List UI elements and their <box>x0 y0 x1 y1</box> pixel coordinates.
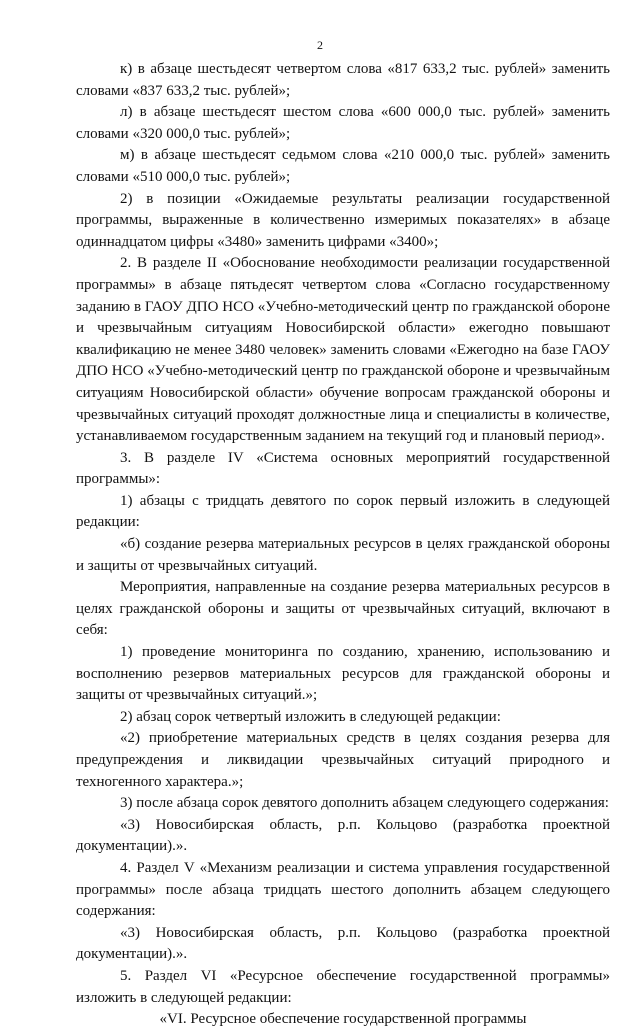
paragraph-monitoring: 1) проведение мониторинга по созданию, хранению, использованию и восполнению резервов материальных ресурсов для гражданской обороны и защиты от чрезвычайных ситуаций.»; <box>76 644 610 704</box>
document-body <box>76 59 610 1031</box>
paragraph-section-6: 5. Раздел VI «Ресурсное обеспечение государственной программы» изложить в следующей редакции: <box>76 967 610 1006</box>
paragraph-section-4: 3. В разделе IV «Система основных мероприятий государственной программы»: <box>76 449 610 488</box>
paragraph-section-5: 4. Раздел V «Механизм реализации и система управления государственной программы» после абзаца тридцать шестого дополнить абзацем следующего содержания: <box>76 859 610 920</box>
paragraph-l: л) в абзаце шестьдесят шестом слова «600 000,0 тыс. рублей» заменить словами «320 000,0 тыс. рублей»; <box>76 104 610 142</box>
page-number: 2 <box>317 38 323 52</box>
paragraph-section-4-item-1: 1) абзацы с тридцать девятого по сорок первый изложить в следующей редакции: <box>76 492 610 531</box>
paragraph-m: м) в абзаце шестьдесят седьмом слова «210 000,0 тыс. рублей» заменить словами «510 000,0 тыс. рублей»; <box>76 147 610 185</box>
paragraph-section-2: 2. В разделе II «Обоснование необходимости реализации государственной программы» в абзаце пятьдесят четвертом слова «Согласно государственному заданию в ГАОУ ДПО НСО «Учебно-методический центр по гражданской обороне и чрезвычайным ситуациям Новосибирской области» ежегодно повышают квалификацию не менее 3480 человек» заменить словами «Ежегодно на базе ГАОУ ДПО НСО «Учебно-методический центр по гражданской обороне и чрезвычайным ситуациям Новосибирской области» обучение вопросам гражданской обороны и чрезвычайных ситуаций проходят должностные лица и специалисты в количестве, устанавливаемом государственным заданием на текущий год и плановый период». <box>76 255 610 445</box>
section-heading: «VI. Ресурсное обеспечение государственной программы <box>159 1011 527 1028</box>
paragraph-section-4-item-3: 3) после абзаца сорок девятого дополнить абзацем следующего содержания: <box>120 795 609 812</box>
paragraph-section-4-item-2: 2) абзац сорок четвертый изложить в следующей редакции: <box>120 708 501 725</box>
paragraph-acquisition: «2) приобретение материальных средств в целях создания резерва для предупреждения и ликвидации чрезвычайных ситуаций природного и техногенного характера.»; <box>76 730 610 790</box>
paragraph-koltsovo-2: «3) Новосибирская область, р.п. Кольцово (разработка проектной документации).». <box>76 924 610 963</box>
paragraph-k: к) в абзаце шестьдесят четвертом слова «817 633,2 тыс. рублей» заменить словами «837 633,2 тыс. рублей»; <box>76 61 610 99</box>
paragraph-koltsovo-1: «3) Новосибирская область, р.п. Кольцово (разработка проектной документации).». <box>76 816 610 855</box>
paragraph-expected-results: 2) в позиции «Ожидаемые результаты реализации государственной программы, выраженные в количественно измеримых показателях» в абзаце одиннадцатом цифры «3480» заменить цифрами «3400»; <box>76 190 610 250</box>
paragraph-reserve-measures: Мероприятия, направленные на создание резерва материальных ресурсов в целях гражданской обороны и защиты от чрезвычайных ситуаций, включают в себя: <box>76 579 610 639</box>
paragraph-reserve-creation: «б) создание резерва материальных ресурсов в целях гражданской обороны и защиты от чрезвычайных ситуаций. <box>76 536 610 574</box>
